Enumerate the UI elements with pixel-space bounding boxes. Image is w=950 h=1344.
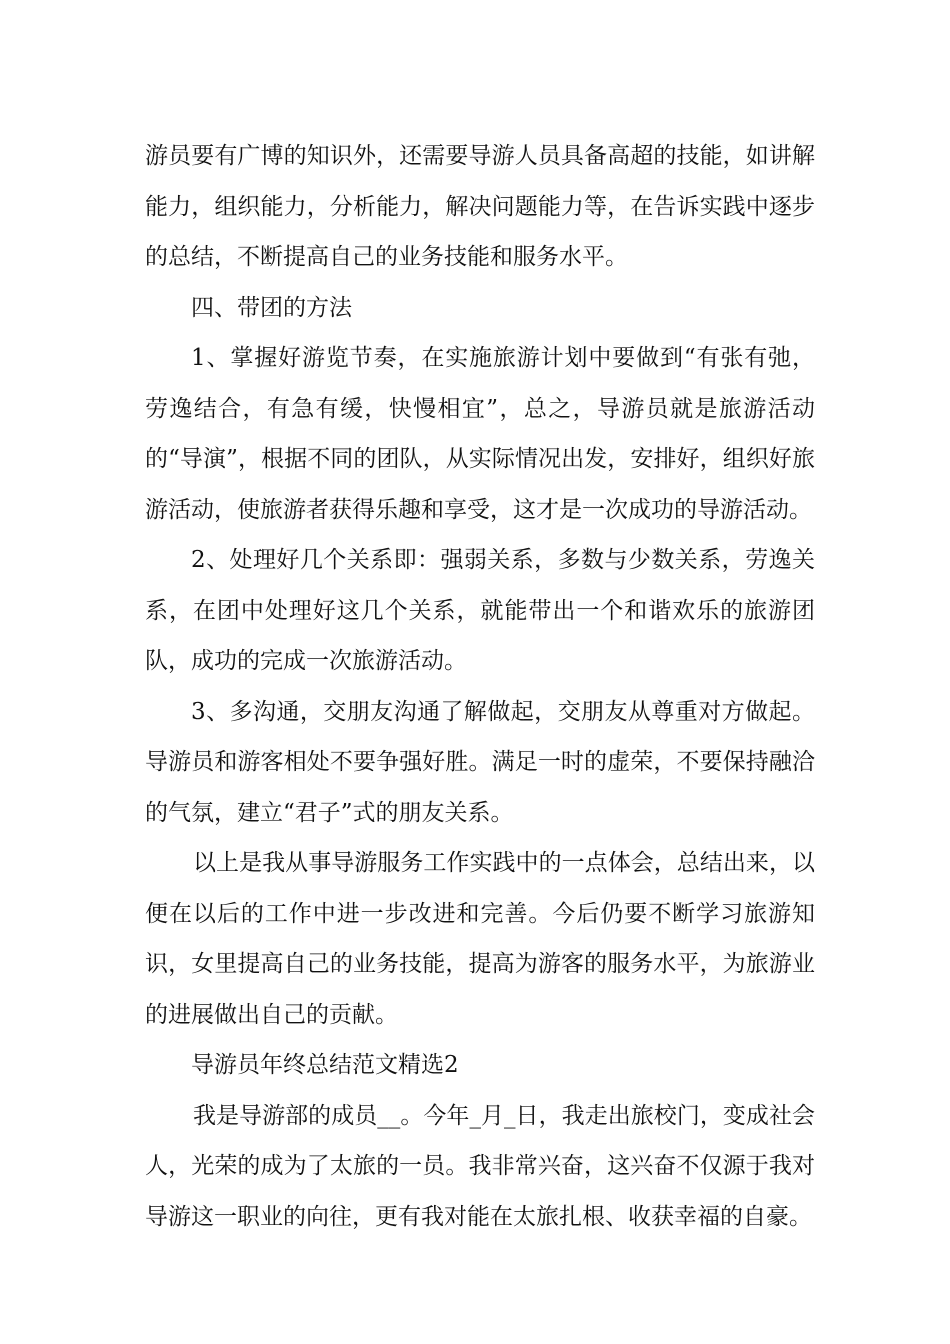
- paragraph-item-1: 1、掌握好游览节奏，在实施旅游计划中要做到“有张有弛，劳逸结合，有急有缓，快慢相宜”，总之，导游员就是旅游活动的“导演”，根据不同的团队，从实际情况出发，安排好，组织好旅游活动，使旅游者获得乐趣和享受，这才是一次成功的导游活动。: [145, 345, 815, 523]
- document-body: [145, 131, 815, 1242]
- paragraph-conclusion: 以上是我从事导游服务工作实践中的一点体会，总结出来，以便在以后的工作中进一步改进和完善。今后仍要不断学习旅游知识，女里提高自己的业务技能，提高为游客的服务水平，为旅游业的进展做出自己的贡献。: [145, 850, 815, 1028]
- paragraph-item-3: 3、多沟通，交朋友沟通了解做起，交朋友从尊重对方做起。导游员和游客相处不要争强好胜。满足一时的虚荣，不要保持融洽的气氛，建立“君子”式的朋友关系。: [145, 698, 815, 826]
- paragraph-intro: 我是导游部的成员__。今年_月_日，我走出旅校门，变成社会人，光荣的成为了太旅的一员。我非常兴奋，这兴奋不仅源于我对导游这一职业的向往，更有我对能在太旅扎根、收获幸福的自豪。: [145, 1102, 815, 1230]
- paragraph-continuation: 游员要有广博的知识外，还需要导游人员具备高超的技能，如讲解能力，组织能力，分析能力，解决问题能力等，在告诉实践中逐步的总结，不断提高自己的业务技能和服务水平。: [145, 143, 815, 270]
- paragraph-item-2: 2、处理好几个关系即：强弱关系，多数与少数关系，劳逸关系，在团中处理好这几个关系，就能带出一个和谐欢乐的旅游团队，成功的完成一次旅游活动。: [145, 547, 815, 674]
- section-heading-methods: 四、带团的方法: [191, 294, 352, 321]
- article-title-2: 导游员年终总结范文精选2: [191, 1052, 459, 1078]
